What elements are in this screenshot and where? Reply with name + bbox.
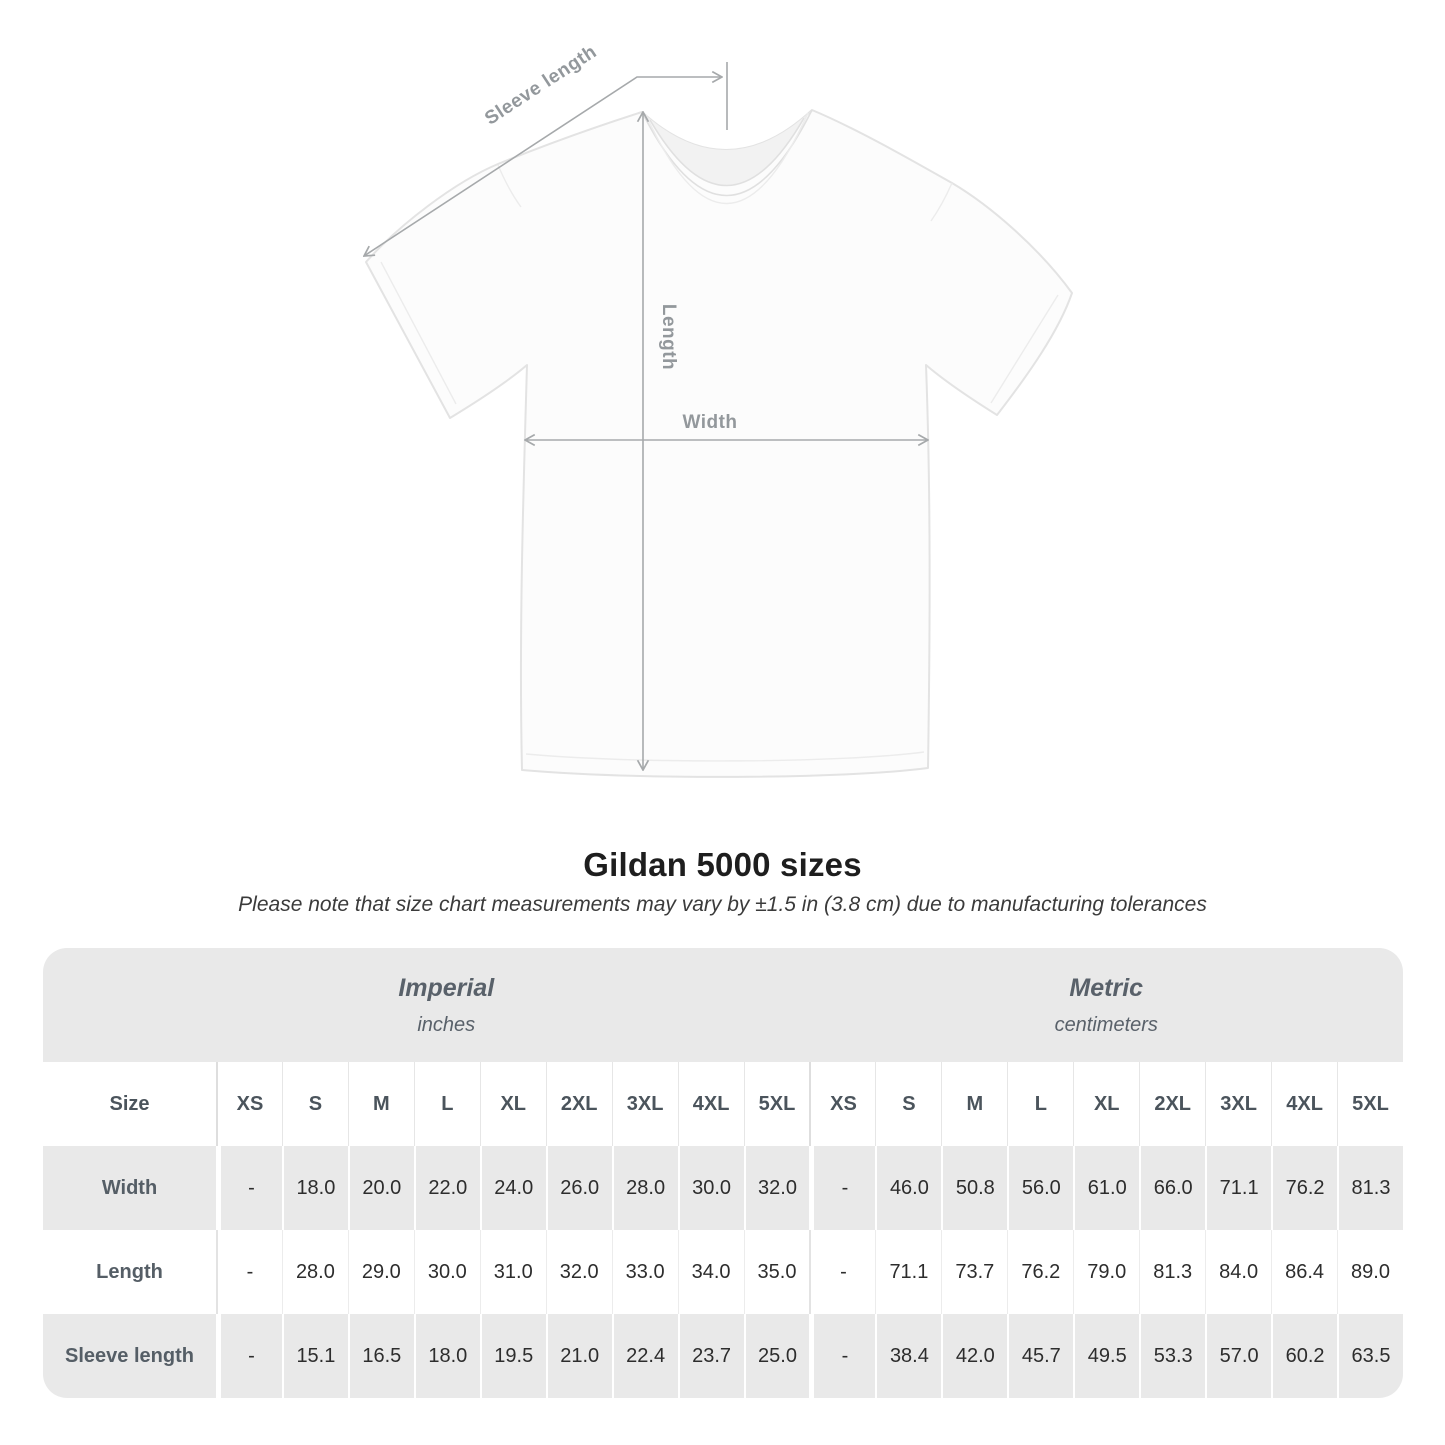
value-cell: 61.0	[1073, 1146, 1139, 1230]
value-cell: -	[216, 1146, 282, 1230]
value-cell: 73.7	[941, 1230, 1007, 1314]
size-table	[43, 948, 1403, 1398]
metric-group-unit: centimeters	[1054, 1013, 1158, 1036]
col-header-metric-2xl: 2XL	[1139, 1062, 1205, 1146]
col-header-imperial-s: S	[282, 1062, 348, 1146]
row-label: Sleeve length	[65, 1344, 194, 1367]
table-row-width	[43, 1146, 1403, 1230]
col-header-metric-4xl: 4XL	[1271, 1062, 1337, 1146]
col-header-imperial-xs: XS	[216, 1062, 282, 1146]
value-cell: 50.8	[941, 1146, 1007, 1230]
row-label: Width	[101, 1176, 158, 1199]
value-cell: 34.0	[678, 1230, 744, 1314]
value-cell: 35.0	[744, 1230, 810, 1314]
col-header-metric-s: S	[875, 1062, 941, 1146]
value-cell: 71.1	[1205, 1146, 1271, 1230]
row-label: Length	[96, 1260, 163, 1283]
value-cell: 24.0	[480, 1146, 546, 1230]
value-cell: 53.3	[1139, 1314, 1205, 1398]
imperial-group-header	[43, 948, 810, 1062]
value-cell: 86.4	[1271, 1230, 1337, 1314]
value-cell: 49.5	[1073, 1314, 1139, 1398]
page-title: Gildan 5000 sizes	[583, 846, 862, 883]
value-cell: 60.2	[1271, 1314, 1337, 1398]
value-cell: 56.0	[1007, 1146, 1073, 1230]
col-header-metric-l: L	[1007, 1062, 1073, 1146]
value-cell: 66.0	[1139, 1146, 1205, 1230]
value-cell: 26.0	[546, 1146, 612, 1230]
imperial-group-name: Imperial	[398, 973, 495, 1002]
imperial-group-unit: inches	[417, 1013, 476, 1036]
value-cell: 18.0	[414, 1314, 480, 1398]
value-cell: 84.0	[1205, 1230, 1271, 1314]
value-cell: 30.0	[414, 1230, 480, 1314]
col-header-imperial-5xl: 5XL	[744, 1062, 810, 1146]
value-cell: 76.2	[1271, 1146, 1337, 1230]
col-header-metric-5xl: 5XL	[1337, 1062, 1403, 1146]
table-row-length	[43, 1230, 1403, 1314]
value-cell: 21.0	[546, 1314, 612, 1398]
col-header-imperial-4xl: 4XL	[678, 1062, 744, 1146]
value-cell: 76.2	[1007, 1230, 1073, 1314]
value-cell: 25.0	[744, 1314, 810, 1398]
value-cell: 15.1	[282, 1314, 348, 1398]
col-header-metric-xl: XL	[1073, 1062, 1139, 1146]
value-cell: 79.0	[1073, 1230, 1139, 1314]
value-cell: 81.3	[1337, 1146, 1403, 1230]
value-cell: 81.3	[1139, 1230, 1205, 1314]
col-header-imperial-3xl: 3XL	[612, 1062, 678, 1146]
value-cell: 23.7	[678, 1314, 744, 1398]
value-cell: 57.0	[1205, 1314, 1271, 1398]
tolerance-note: Please note that size chart measurements may vary by ±1.5 in (3.8 cm) due to manufacturing tolerances	[238, 893, 1207, 916]
sleeve-length-label: Sleeve length	[481, 41, 601, 130]
col-header-metric-xs: XS	[809, 1062, 875, 1146]
value-cell: 71.1	[875, 1230, 941, 1314]
unit-group-row	[43, 948, 1403, 1062]
metric-group-name: Metric	[1069, 973, 1144, 1002]
value-cell: 63.5	[1337, 1314, 1403, 1398]
col-header-metric-m: M	[941, 1062, 1007, 1146]
tshirt-outline	[366, 110, 1072, 777]
value-cell: 45.7	[1007, 1314, 1073, 1398]
value-cell: 29.0	[348, 1230, 414, 1314]
value-cell: 38.4	[875, 1314, 941, 1398]
col-header-imperial-xl: XL	[480, 1062, 546, 1146]
value-cell: 18.0	[282, 1146, 348, 1230]
size-header-row	[43, 1062, 1403, 1146]
value-cell: 32.0	[546, 1230, 612, 1314]
value-cell: 28.0	[282, 1230, 348, 1314]
value-cell: 32.0	[744, 1146, 810, 1230]
col-header-metric-3xl: 3XL	[1205, 1062, 1271, 1146]
value-cell: 28.0	[612, 1146, 678, 1230]
value-cell: 31.0	[480, 1230, 546, 1314]
value-cell: 33.0	[612, 1230, 678, 1314]
value-cell: -	[809, 1146, 875, 1230]
table-row-sleeve-length	[43, 1314, 1403, 1398]
value-cell: -	[216, 1314, 282, 1398]
length-label: Length	[658, 303, 679, 371]
value-cell: 22.4	[612, 1314, 678, 1398]
value-cell: 20.0	[348, 1146, 414, 1230]
width-label: Width	[682, 412, 738, 433]
value-cell: 89.0	[1337, 1230, 1403, 1314]
col-header-imperial-l: L	[414, 1062, 480, 1146]
value-cell: -	[216, 1230, 282, 1314]
value-cell: 19.5	[480, 1314, 546, 1398]
value-cell: -	[809, 1230, 875, 1314]
tshirt-measurement-diagram	[300, 40, 1120, 820]
col-header-size: Size	[109, 1092, 150, 1115]
col-header-imperial-m: M	[348, 1062, 414, 1146]
value-cell: -	[809, 1314, 875, 1398]
value-cell: 46.0	[875, 1146, 941, 1230]
col-header-imperial-2xl: 2XL	[546, 1062, 612, 1146]
value-cell: 42.0	[941, 1314, 1007, 1398]
value-cell: 16.5	[348, 1314, 414, 1398]
value-cell: 30.0	[678, 1146, 744, 1230]
metric-group-header	[810, 948, 1404, 1062]
value-cell: 22.0	[414, 1146, 480, 1230]
